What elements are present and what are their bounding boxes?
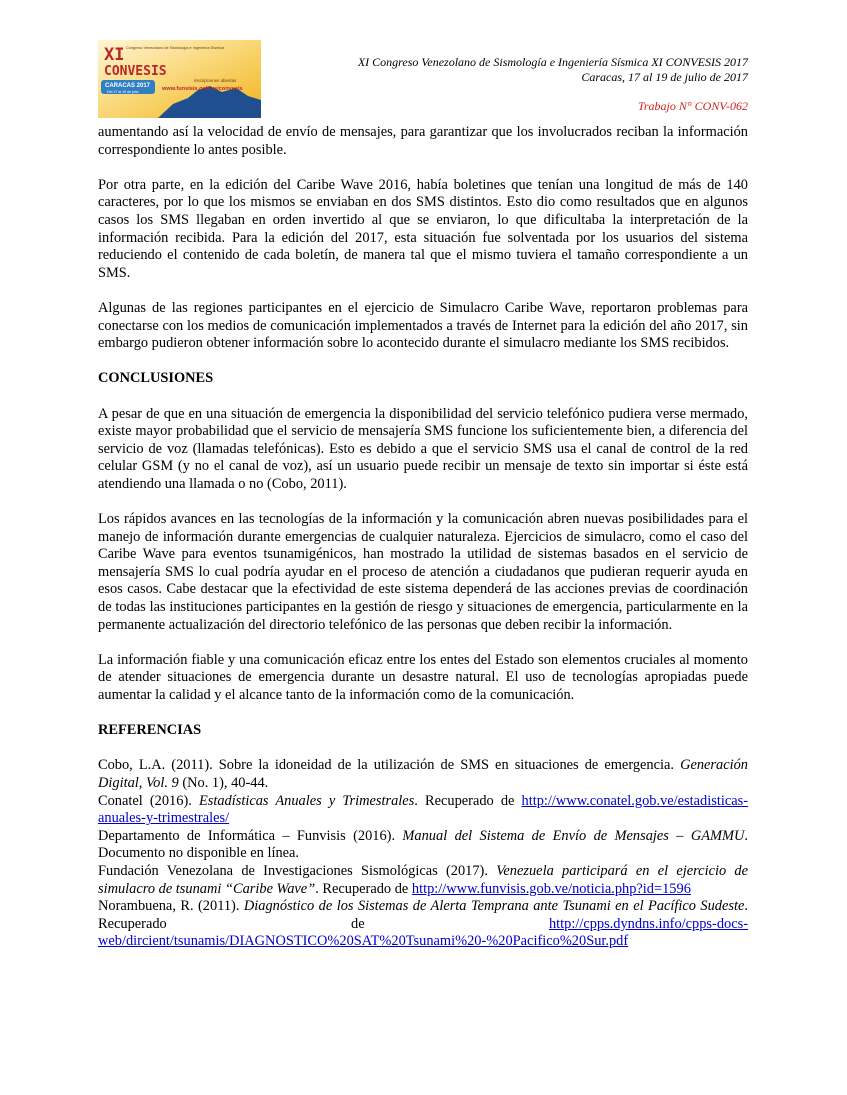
- reference-list: [98, 757, 748, 951]
- header-meta: [358, 55, 748, 114]
- logo-url: www.funvisis.gob.ve/convesis: [162, 86, 243, 92]
- logo-city: CARACAS 2017: [105, 83, 151, 89]
- reference-text: . Recuperado de: [98, 898, 748, 932]
- reference-item: [98, 863, 748, 898]
- reference-text: . Recuperado de: [414, 792, 522, 809]
- section-heading-conclusiones: CONCLUSIONES: [98, 370, 214, 387]
- reference-item: [98, 828, 748, 863]
- reference-title: Estadísticas Anuales y Trimestrales: [198, 792, 415, 809]
- reference-text: . Recuperado de: [315, 880, 412, 897]
- reference-title: Manual del Sistema de Envío de Mensajes – GAMMU: [402, 827, 745, 844]
- logo-dates: Del 17 al 19 de julio: [107, 90, 139, 94]
- reference-title: Generación Digital, Vol. 9: [98, 757, 748, 791]
- section-heading-referencias: REFERENCIAS: [98, 722, 202, 739]
- paragraph: Por otra parte, en la edición del Caribe Wave 2016, había boletines que tenían una longitud de más de 140 caracteres, por lo que los mismos se enviaban en dos SMS distintos. Esto dio como resultados que en algunos casos los SMS llegaban en orden invertido al que se enviaron, lo que dificultaba la interpretación de la información recibida. Para la edición del 2017, esta situación fue solventada por los usuarios del sistema reduciendo el contenido de cada boletín, de manera tal que el mismo tuviera el tamaño correspondiente a un SMS.: [98, 176, 748, 281]
- logo-tagline: Congreso Venezolano de Sismología e Ingeniería Sísmica: [126, 46, 225, 50]
- reference-text: . Documento no disponible en línea.: [98, 827, 748, 862]
- reference-link[interactable]: http://www.funvisis.gob.ve/noticia.php?id=1596: [411, 880, 691, 897]
- reference-item: [98, 898, 748, 951]
- reference-text: Norambuena, R. (2011).: [98, 898, 244, 915]
- paragraph: A pesar de que en una situación de emergencia la disponibilidad del servicio telefónico pudiera verse mermado, existe mayor probabilidad que el servicio de mensajería SMS funcione los suficientemente bien, a diferencia del servicio de voz (llamadas telefónicas). Esto es debido a que el servicio SMS usa el canal de control de la red celular GSM (y no el canal de voz), así un usuario puede recibir un mensaje de texto sin importar si éste está atendiendo una llamada o no (Cobo, 2011).: [98, 405, 748, 492]
- reference-title: Diagnóstico de los Sistemas de Alerta Temprana ante Tsunami en el Pacífico Sudeste: [243, 898, 745, 915]
- paragraph: La información fiable y una comunicación eficaz entre los entes del Estado son elementos cruciales al momento de atender situaciones de emergencia durante un desastre natural. El uso de tecnologías apropiadas puede aumentar la calidad y el alcance tanto de la información como de la comunicación.: [98, 651, 748, 703]
- paragraph: Algunas de las regiones participantes en el ejercicio de Simulacro Caribe Wave, reportaron problemas para conectarse con los medios de comunicación implementados a través de Internet para la edición del año 2017, sin embargo pudieron obtener información sobre lo acontecido durante el simulacro mediante los SMS recibidos.: [98, 299, 748, 352]
- logo-registration: inscripciones abiertas: [194, 78, 237, 83]
- paragraph: Los rápidos avances en las tecnologías de la información y la comunicación abren nuevas posibilidades para el manejo de información durante emergencias de cualquier naturaleza. Ejercicios de simulacro, como el caso del Caribe Wave para eventos tsunamigénicos, han mostrado la utilidad de sistemas basados en el servicio de mensajería SMS lo cual podría ayudar en el proceso de atención a ciudadanos que pudieran requerir ayuda en esos casos. Cabe destacar que la efectividad de este sistema dependerá de las acciones previas de coordinación de todas las instituciones participantes en la gestión de riesgo y situaciones de emergencia, particularmente en la permanente actualización del directorio telefónico de las personas que deben recibir la información.: [98, 511, 748, 633]
- reference-link[interactable]: http://cpps.dyndns.info/cpps-docs-web/dircient/tsunamis/DIAGNOSTICO%20SAT%20Tsunami%20-%20Pacifico%20Sur.pdf: [98, 915, 748, 950]
- reference-text: Departamento de Informática – Funvisis (2016).: [98, 827, 403, 844]
- reference-text: Cobo, L.A. (2011). Sobre la idoneidad de la utilización de SMS en situaciones de emergencia.: [98, 757, 681, 774]
- logo-name: CONVESIS: [104, 64, 167, 79]
- reference-title: Venezuela participará en el ejercicio de simulacro de tsunami “Caribe Wave”: [98, 862, 748, 897]
- paragraph: aumentando así la velocidad de envío de mensajes, para garantizar que los involucrados reciban la información correspondiente lo antes posible.: [98, 124, 748, 158]
- convesis-logo: [98, 40, 261, 118]
- conference-title: XI Congreso Venezolano de Sismología e Ingeniería Sísmica XI CONVESIS 2017: [357, 55, 748, 69]
- page-body: [98, 124, 748, 951]
- logo-roman: XI: [104, 45, 125, 65]
- reference-item: [98, 793, 748, 828]
- reference-link[interactable]: http://www.conatel.gob.ve/estadisticas-anuales-y-trimestrales/: [98, 792, 748, 827]
- reference-item: [98, 757, 748, 792]
- conference-location-date: Caracas, 17 al 19 de julio de 2017: [581, 70, 748, 84]
- page-header: [98, 40, 748, 120]
- reference-text: (No. 1), 40-44.: [178, 774, 269, 791]
- reference-text: Conatel (2016).: [98, 792, 199, 809]
- paper-id: Trabajo N° CONV-062: [637, 99, 748, 113]
- reference-text: Fundación Venezolana de Investigaciones Sismológicas (2017).: [98, 862, 497, 879]
